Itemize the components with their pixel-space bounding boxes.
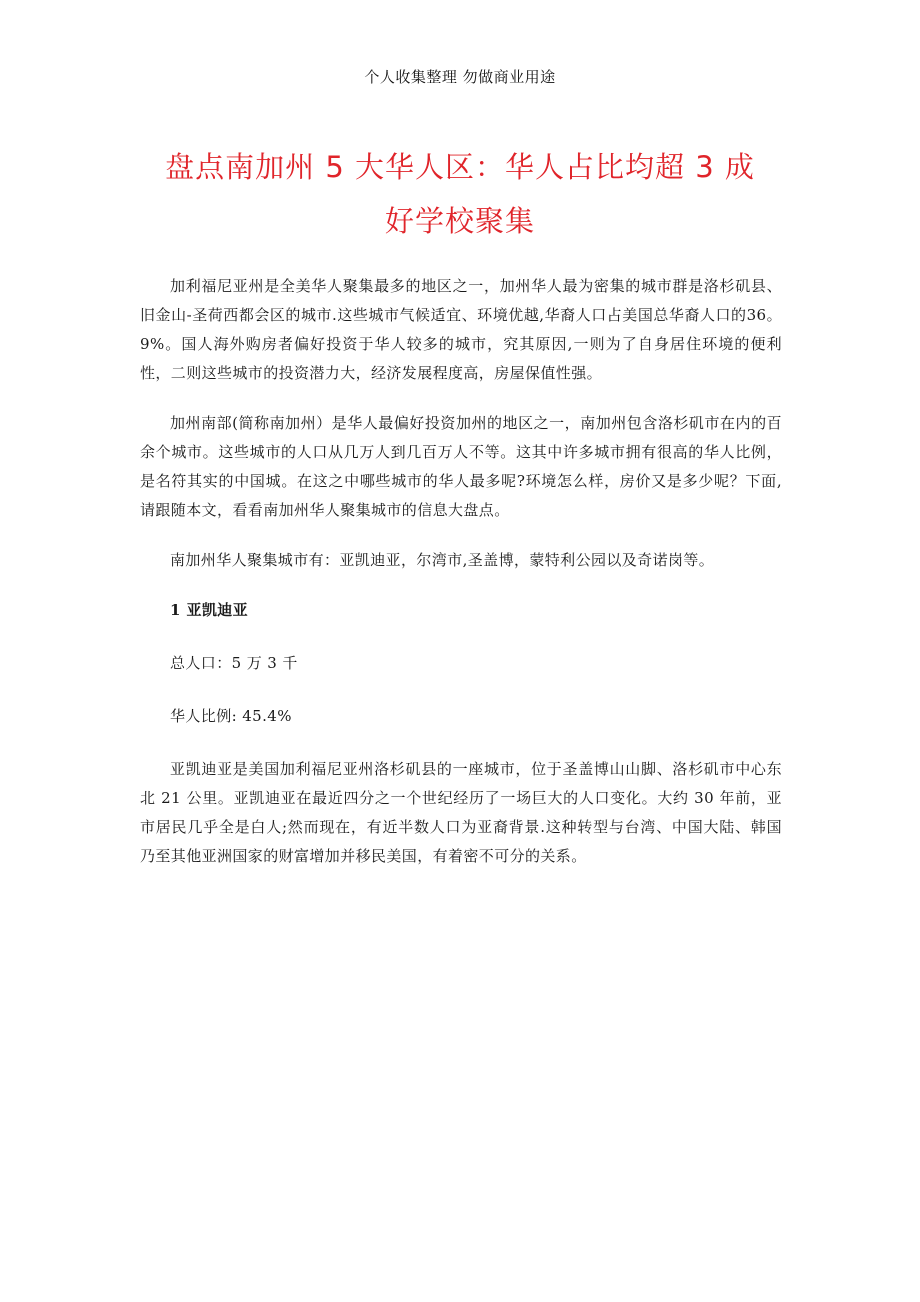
document-body — [140, 272, 782, 892]
paragraph-arcadia: 亚凯迪亚是美国加利福尼亚州洛杉矶县的一座城市，位于圣盖博山山脚、洛杉矶市中心东北 21 公里。亚凯迪亚在最近四分之一个世纪经历了一场巨大的人口变化。大约 30 年前，亚市居民几乎全是白人;然而现在，有近半数人口为亚裔背景.这种转型与台湾、中国大陆、韩国乃至其他亚洲国家的财富增加并移民美国，有着密不可分的关系。 — [140, 760, 782, 865]
document-title — [150, 140, 770, 248]
header-note: 个人收集整理 勿做商业用途 — [364, 68, 556, 86]
paragraph-southern-california: 加州南部(简称南加州）是华人最偏好投资加州的地区之一，南加州包含洛杉矶市在内的百余个城市。这些城市的人口从几万人到几百万人不等。这其中许多城市拥有很高的华人比例，是名符其实的中国城。在这之中哪些城市的华人最多呢?环境怎么样，房价又是多少呢？下面,请跟随本文，看看南加州华人聚集城市的信息大盘点。 — [140, 414, 782, 519]
title-line-2: 好学校聚集 — [384, 204, 535, 238]
paragraph-city-list: 南加州华人聚集城市有：亚凯迪亚，尔湾市,圣盖博，蒙特利公园以及奇诺岗等。 — [170, 551, 715, 569]
title-line-1: 盘点南加州 5 大华人区：华人占比均超 3 成 — [165, 150, 755, 184]
chinese-ratio-stat: 华人比例: 45.4% — [170, 707, 292, 725]
section-heading: 1 亚凯迪亚 — [170, 601, 249, 619]
paragraph-intro: 加利福尼亚州是全美华人聚集最多的地区之一，加州华人最为密集的城市群是洛杉矶县、旧金山-圣荷西都会区的城市.这些城市气候适宜、环境优越,华裔人口占美国总华裔人口的36。9%。国人海外购房者偏好投资于华人较多的城市，究其原因,一则为了自身居住环境的便利性，二则这些城市的投资潜力大，经济发展程度高，房屋保值性强。 — [140, 277, 782, 382]
population-stat: 总人口：5 万 3 千 — [170, 654, 298, 672]
